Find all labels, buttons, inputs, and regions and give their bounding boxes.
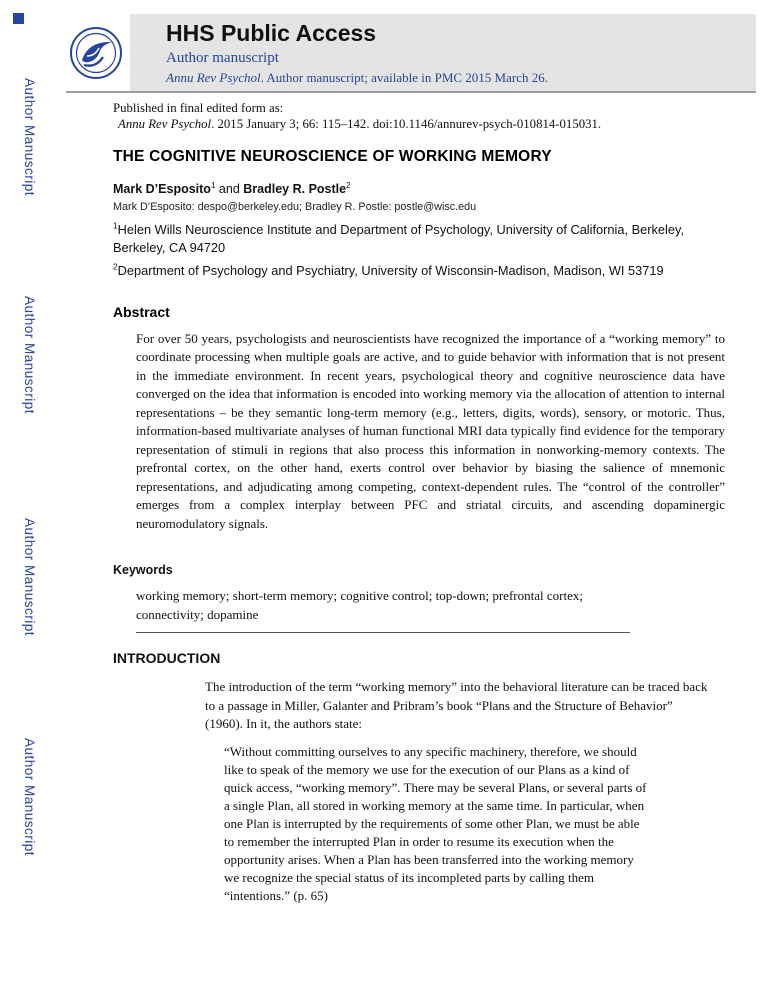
keywords-heading: Keywords [113,563,173,577]
affiliation-1 [113,221,725,256]
introduction-paragraph: The introduction of the term “working memory” into the behavioral literature can be traced back to a passage in Miller, Galanter and Pribram’s book “Plans and the Structure of Behavior” (1960). In it, the authors state: [205,679,708,731]
author-connector: and [215,182,244,196]
contact-line: Mark D’Esposito: despo@berkeley.edu; Bradley R. Postle: postle@wisc.edu [113,201,477,213]
introduction-blockquote: “Without committing ourselves to any specific machinery, therefore, we should like to speak of the memory we use for the execution of our Plans as a kind of quick access, “working memory”. There may be several Plans, or several parts of a single Plan, all stored in working memory at the same time. In particular, when one Plan is interrupted by the requirements of some other Plan, we must be able to remember the interrupted Plan in order to resume its execution when the opportunity arises. When a Plan has been transferred into the working memory we recognize the special status of its incompleted parts by calling them “intentions.” (p. 65) [224,743,647,903]
abstract-text: For over 50 years, psychologists and neuroscientists have recognized the importance of a “working memory” to coordinate processing when multiple goals are active, and to guide behavior with information that is not present in the immediate environment. In recent years, psychological theory and cognitive neuroscience data have converged on the idea that information is encoded into working memory via the allocation of attention to internal representations – be they semantic long-term memory (e.g., letters, digits, words), sensory, or motoric. Thus, information-based multivariate analyses of human functional MRI data typically find evidence for the temporary representation of stimuli in regions that also process this information in nonworking-memory contexts. The prefrontal cortex, on the other hand, exerts control over behavior by biasing the salience of mnemonic representations, and adjudicating among competing, context-dependent rules. The “control of the controller” emerges from a complex interplay between PFC and striatal circuits, and ascending dopaminergic neuromodulatory signals. [136,330,725,531]
abstract-heading: Abstract [113,303,170,320]
author-2-affiliation-mark: 2 [346,180,351,190]
introduction-heading: INTRODUCTION [113,650,221,666]
watermark-author-manuscript: Author Manuscript [22,296,37,415]
article-title: THE COGNITIVE NEUROSCIENCE OF WORKING MEMORY [113,148,552,165]
affiliation-2-text: Department of Psychology and Psychiatry, University of Wisconsin-Madison, Madison, WI 53719 [117,263,664,278]
header-citation-link[interactable] [166,70,756,86]
published-line: Published in final edited form as: [113,101,284,115]
corner-marker [13,13,24,24]
affiliation-1-text: Helen Wills Neuroscience Institute and Department of Psychology, University of California, Berkeley, Berkeley, CA 94720 [113,222,685,255]
watermark-author-manuscript: Author Manuscript [22,78,37,197]
keywords-text: working memory; short-term memory; cognitive control; top-down; prefrontal cortex; connectivity; dopamine [136,588,583,622]
citation-line [118,117,725,132]
header-author-manuscript-link[interactable]: Author manuscript [166,50,279,66]
authors-line [113,182,725,196]
header-text-block [130,14,756,91]
citation-rest: . 2015 January 3; 66: 115–142. doi:10.1146/annurev-psych-010814-015031. [211,117,602,131]
header-citation-rest: . Author manuscript; available in PMC 2015 March 26. [260,70,548,85]
header-citation-journal: Annu Rev Psychol [166,70,261,85]
hhs-logo [66,14,130,91]
affiliation-2 [113,262,725,280]
affiliation-1-mark: 1 [113,220,118,231]
keywords-divider [136,632,630,633]
watermark-author-manuscript: Author Manuscript [22,518,37,637]
hhs-seal-icon [69,26,123,80]
author-1: Mark D’Esposito [113,182,211,196]
citation-journal: Annu Rev Psychol [118,117,212,131]
header-banner [66,14,756,93]
article-body [113,101,725,905]
affiliation-2-mark: 2 [113,261,118,272]
author-1-affiliation-mark: 1 [210,180,216,190]
author-2: Bradley R. Postle [243,182,347,196]
header-title: HHS Public Access [166,20,377,46]
watermark-author-manuscript: Author Manuscript [22,738,37,857]
